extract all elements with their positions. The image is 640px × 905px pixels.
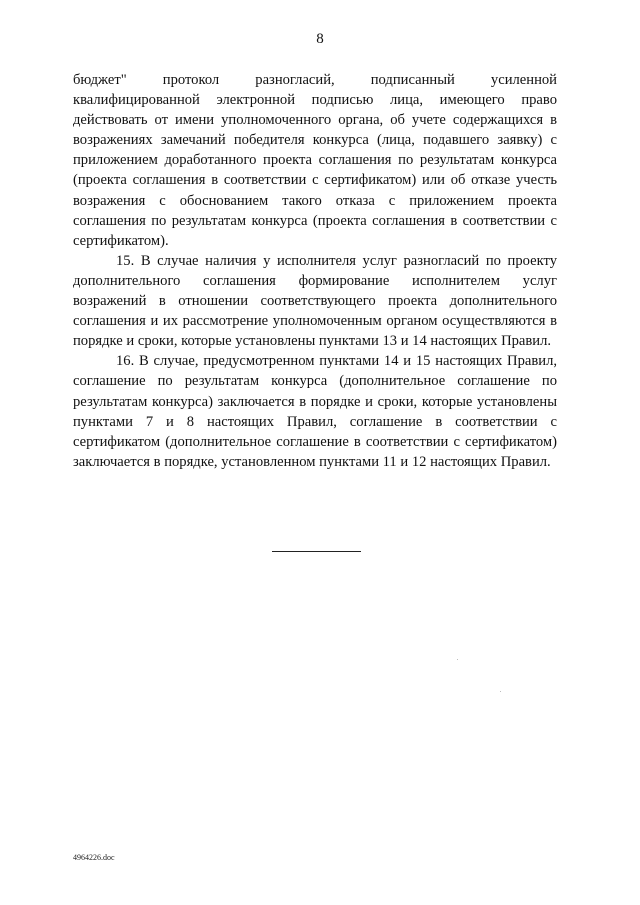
- document-file-code: 4964226.doc: [73, 853, 115, 862]
- page-number: 8: [316, 31, 324, 47]
- document-body: [73, 70, 557, 472]
- scan-speck: [457, 659, 458, 660]
- scan-speck: [500, 691, 501, 692]
- end-divider-line: [272, 551, 361, 552]
- paragraph-continuation: бюджет" протокол разногласий, подписанный усиленной квалифицированной электронной подписью лица, имеющего право действовать от имени уполномоченного органа, об учете содержащихся в возражениях замечаний победителя конкурса (лица, подавшего заявку) с приложением доработанного проекта соглашения по результатам конкурса (проекта соглашения в соответствии с сертификатом) или об отказе учесть возражения с обоснованием такого отказа с приложением проекта соглашения по результатам конкурса (проекта соглашения в соответствии с сертификатом).: [73, 72, 557, 249]
- paragraph-item-16: 16. В случае, предусмотренном пунктами 14 и 15 настоящих Правил, соглашение по результатам конкурса (дополнительное соглашение по результатам конкурса) заключается в порядке и сроки, которые установлены пунктами 7 и 8 настоящих Правил, соглашение в соответствии с сертификатом (дополнительное соглашение в соответствии с сертификатом) заключается в порядке, установленном пунктами 11 и 12 настоящих Правил.: [73, 353, 557, 470]
- paragraph-item-15: 15. В случае наличия у исполнителя услуг разногласий по проекту дополнительного соглашения формирование исполнителем услуг возражений в отношении соответствующего проекта дополнительного соглашения и их рассмотрение уполномоченным органом осуществляются в порядке и сроки, которые установлены пунктами 13 и 14 настоящих Правил.: [73, 252, 557, 350]
